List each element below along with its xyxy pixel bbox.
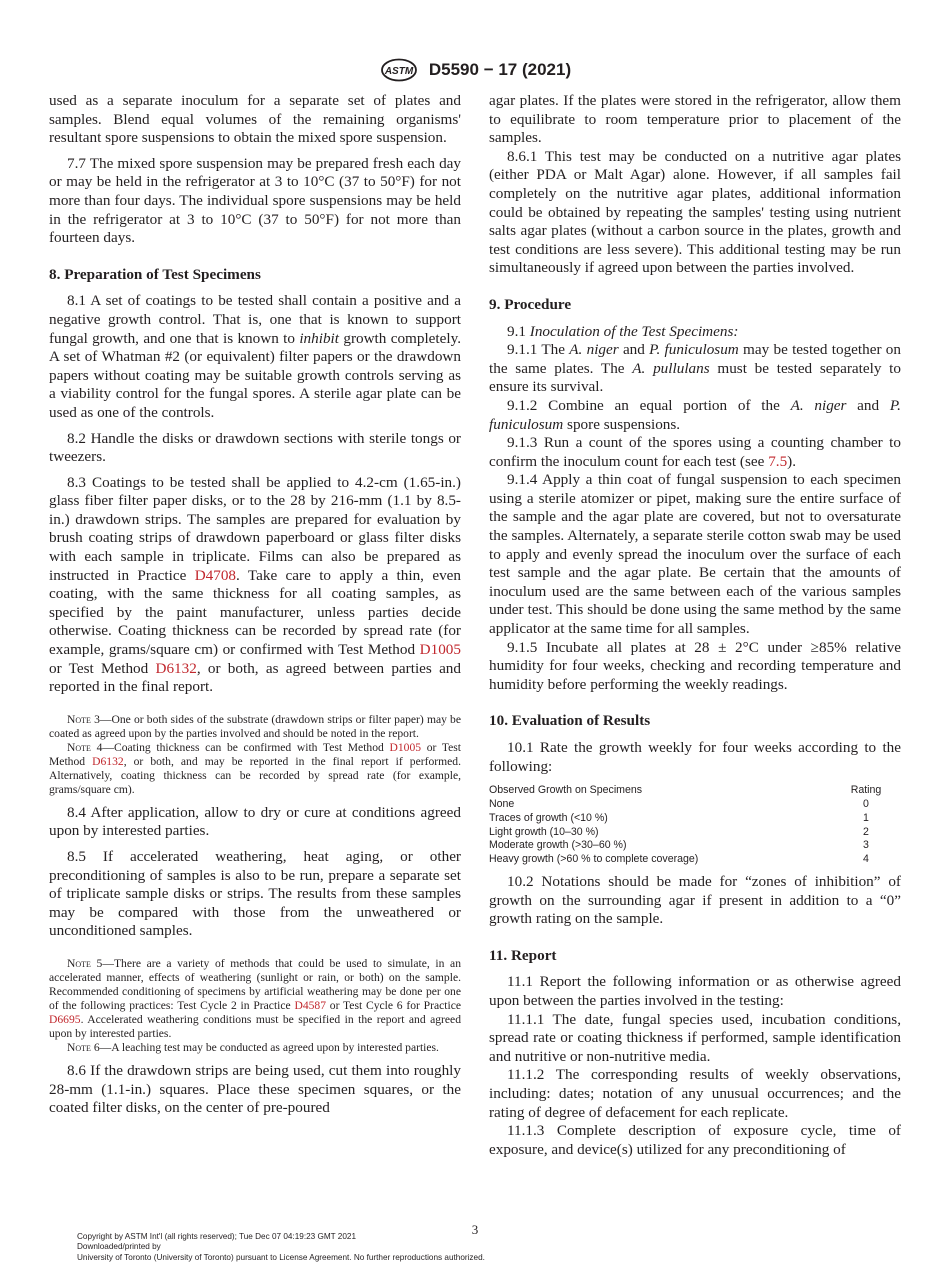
footer-copyright-line: Copyright by ASTM Int'l (all rights reserved); Tue Dec 07 04:19:23 GMT 2021	[77, 1232, 357, 1241]
astm-logo-icon	[379, 58, 419, 82]
paragraph-9-1-3: 9.1.3 Run a count of the spores using a counting chamber to confirm the inoculum count for each test (see 7.5).	[489, 434, 901, 470]
footer-license-line: University of Toronto (University of Toronto) pursuant to License Agreement. No further reproductions authorized.	[77, 1252, 485, 1262]
table-cell-rating: 1	[863, 811, 869, 824]
paragraph-8-6: 8.6 If the drawdown strips are being used, cut them into roughly 28-mm (1.1-in.) squares. Place these specimen squares, or the coated filter disks, on the center of pre-poured	[49, 1061, 461, 1117]
footer-download-line: Downloaded/printed by	[77, 1242, 161, 1252]
table-row	[489, 798, 901, 812]
table-cell-rating: 4	[863, 853, 869, 866]
page-number: 3	[471, 1222, 479, 1237]
paragraph-9-1-4: 9.1.4 Apply a thin coat of fungal suspension to each specimen using a sterile atomizer or pipet, making sure the entire surface of the sample and the agar plate are covered, but not to oversaturate the samples. Alternately, a separate sterile cotton swab may be used to apply and evenly spread the inoculum over the surface of each test sample and the agar plate. Be certain that the amounts of inoculum used are the same between each of the various samples under test. This should be done using the same method by the same applicator at the same time for all samples.	[489, 471, 901, 638]
paragraph-9-1-2: 9.1.2 Combine an equal portion of the A. niger and P. funiculosum spore suspensions.	[489, 396, 901, 433]
table-cell-rating: 0	[863, 797, 869, 810]
link-d4708[interactable]: D4708	[194, 566, 237, 584]
table-header-row	[489, 784, 901, 798]
table-cell-growth: None	[489, 797, 515, 810]
note-4: Note 4—Coating thickness can be confirmed with Test Method D1005 or Test Method D6132, or both, and may be reported in the final report if performed. Alternatively, coating thickness can be recorded by spread rate (for example, grams/square cm).	[49, 740, 461, 796]
table-row	[489, 812, 901, 826]
paragraph-11-1-2: 11.1.2 The corresponding results of weekly observations, including: dates; notation of any unusual occurrences; and the rating of degree of defacement for each replicate.	[489, 1066, 901, 1121]
paragraph-9-1-1: 9.1.1 The A. niger and P. funiculosum may be tested together on the same plates. The A. pullulans must be tested separately to ensure its survival.	[489, 341, 901, 396]
table-header-growth: Observed Growth on Specimens	[489, 784, 643, 797]
table-cell-rating: 3	[863, 839, 869, 852]
paragraph-10-2: 10.2 Notations should be made for “zones of inhibition” of growth on the surrounding agar if present in addition to a “0” growth rating on the sample.	[489, 872, 901, 928]
section-heading-11: 11. Report	[489, 946, 557, 964]
document-designation: D5590 − 17 (2021)	[428, 60, 572, 79]
left-column	[49, 92, 461, 1118]
table-row	[489, 839, 901, 853]
paragraph-8-2: 8.2 Handle the disks or drawdown sections with sterile tongs or tweezers.	[49, 429, 461, 466]
table-cell-growth: Light growth (10–30 %)	[489, 825, 599, 838]
link-d1005[interactable]: D1005	[419, 641, 461, 659]
note5-link-d4587[interactable]: D4587	[294, 998, 327, 1012]
paragraph-7-6-continued: used as a separate inoculum for a separate set of plates and samples. Blend equal volumes of the remaining organisms' resultant spore suspensions to obtain the mixed spore suspension.	[49, 92, 461, 147]
paragraph-11-1: 11.1 Report the following information or as otherwise agreed upon between the parties involved in the testing:	[489, 973, 901, 1009]
paragraph-9-1: 9.1 Inoculation of the Test Specimens:	[507, 322, 739, 340]
growth-rating-table	[489, 784, 901, 867]
note4-link-d1005[interactable]: D1005	[389, 740, 422, 754]
table-row	[489, 853, 901, 867]
table-row	[489, 826, 901, 840]
note-6: Note 6—A leaching test may be conducted as agreed upon by interested parties.	[67, 1040, 439, 1054]
note5-link-d6695[interactable]: D6695	[49, 1012, 81, 1026]
section-heading-9: 9. Procedure	[489, 295, 572, 313]
link-d6132[interactable]: D6132	[155, 659, 197, 677]
paragraph-7-7: 7.7 The mixed spore suspension may be prepared fresh each day or may be held in the refrigerator at 3 to 10°C (37 to 50°F) for not more than four days. The individual spore suspensions may be held in the refrigerator at 3 to 10°C (37 to 50°F) for not more than fourteen days.	[49, 154, 461, 247]
copyright-footer	[77, 1232, 485, 1263]
note4-link-d6132[interactable]: D6132	[92, 754, 124, 768]
paragraph-11-1-1: 11.1.1 The date, fungal species used, incubation conditions, spread rate or coating thickness if performed, sample identification and nutritive or non-nutritive media.	[489, 1010, 901, 1065]
paragraph-11-1-3: 11.1.3 Complete description of exposure cycle, time of exposure, and device(s) utilized for any preconditioning of	[489, 1122, 901, 1158]
page-header	[0, 58, 950, 84]
paragraph-8-5: 8.5 If accelerated weathering, heat aging, or other preconditioning of samples is also to be run, prepare a separate set of triplicate sample disks or strips. The results from these samples may be compared with those from the unweathered or unconditioned samples.	[49, 848, 461, 940]
section-heading-8: 8. Preparation of Test Specimens	[49, 265, 261, 283]
paragraph-9-1-5: 9.1.5 Incubate all plates at 28 ± 2°C under ≥85% relative humidity for four weeks, checking and recording temperature and humidity before performing the weekly readings.	[489, 638, 901, 693]
paragraph-8-6-continued: agar plates. If the plates were stored in the refrigerator, allow them to equilibrate to room temperature prior to placement of the samples.	[489, 92, 901, 147]
paragraph-8-3: 8.3 Coatings to be tested shall be applied to 4.2-cm (1.65-in.) glass fiber filter paper disks, or to the 28 by 216-mm (1.1 by 8.5-in.) drawdown strips. The samples are prepared for evaluation by brush coating strips of drawdown paperboard or glass filter disks with each sample in triplicate. Films can also be prepared as instructed in Practice D4708. Take care to apply a thin, even coating, with the same thickness for all coating samples, as specified by the paint manufacturer, unless parties decide otherwise. Coating thickness can be recorded by spread rate (for example, grams/square cm) or confirmed with Test Method D1005 or Test Method D6132, or both, as agreed between parties and reported in the final report.	[49, 473, 461, 696]
paragraph-8-4: 8.4 After application, allow to dry or cure at conditions agreed upon by interested parties.	[49, 803, 461, 840]
table-cell-growth: Traces of growth (<10 %)	[489, 811, 608, 824]
svg-text:ASTM: ASTM	[384, 66, 414, 77]
section-heading-10: 10. Evaluation of Results	[489, 712, 651, 730]
table-header-rating: Rating	[850, 784, 882, 797]
paragraph-8-6-1: 8.6.1 This test may be conducted on a nutritive agar plates (either PDA or Malt Agar) alone. However, if all samples fail completely on the nutritive agar plates, additional information could be obtained by repeating the samples' testing using nutrient salts agar plates (without a carbon source in the plates, growth and test conditions are less severe). This additional testing may be run simultaneously if agreed upon between the parties involved.	[489, 147, 901, 277]
note-3: Note 3—One or both sides of the substrate (drawdown strips or filter paper) may be coated as agreed upon by the parties involved and should be noted in the report.	[49, 712, 462, 740]
paragraph-8-1: 8.1 A set of coatings to be tested shall contain a positive and a negative growth control. That is, one that is known to support fungal growth, and one that is known to inhibit growth completely. A set of Whatman #2 (or equivalent) filter papers or the drawdown papers without coating may be suitable growth controls serving as a viability control for the fungal spores. A sterile agar plate can be used as one of the controls.	[49, 292, 462, 421]
link-7-5[interactable]: 7.5	[768, 452, 788, 470]
table-cell-growth: Heavy growth (>60 % to complete coverage)	[489, 853, 699, 866]
table-cell-rating: 2	[863, 825, 869, 838]
right-column	[489, 92, 901, 1159]
paragraph-10-1: 10.1 Rate the growth weekly for four weeks according to the following:	[489, 739, 901, 775]
note-5: Note 5—There are a variety of methods that could be used to simulate, in an accelerated manner, effects of weathering (sunlight or rain, or both) on the sample. Recommended conditioning of specimens by artificial weathering may be done per one of the following practices: Test Cycle 2 in Practice D4587 or Test Cycle 6 for Practice D6695. Accelerated weathering conditions must be specified in the report and agreed upon by interested parties.	[49, 956, 461, 1040]
table-cell-growth: Moderate growth (>30–60 %)	[489, 839, 627, 852]
